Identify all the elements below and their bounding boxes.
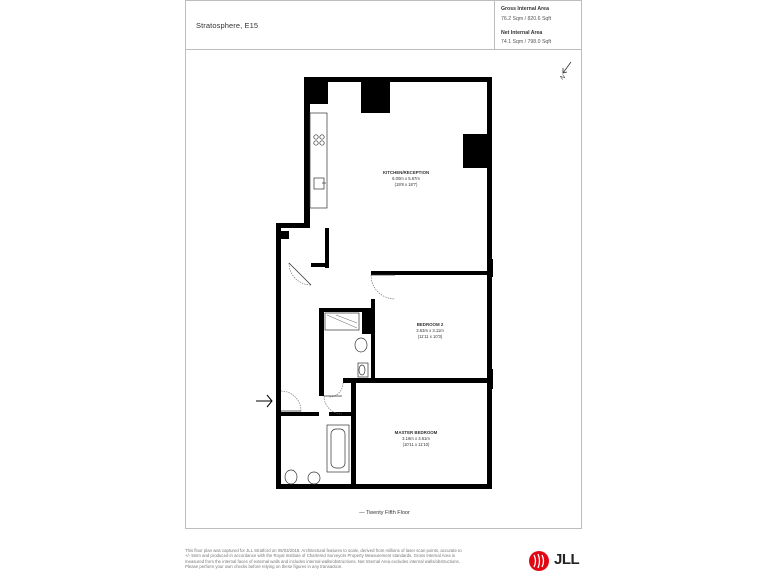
- property-title: Stratosphere, E15: [196, 21, 259, 30]
- floorplan-frame: [185, 0, 582, 529]
- ensuite-fixtures: [325, 313, 368, 377]
- floor-plan-drawing: [186, 1, 583, 530]
- jll-logo-text: JLL: [554, 551, 580, 568]
- floor-label: — Twenty Fifth Floor: [359, 510, 410, 516]
- net-area-value: 74.1 Sqm / 798.0 Sqft: [501, 39, 552, 45]
- disclaimer-text: This floor plan was captured for JLL Stratford on 05/03/2018. Architectural features to scale, derived from millions of laser scan points, accurate to +/- 5mm and produced in accordance with the Royal Institute of Chartered Surveyors Property Measurement standards. Gross Internal Area is measured from the internal faces of external walls and includes internal walls/obstructions. Net Internal Area excludes internal walls/obstructions. Please perform your own checks before relying on these figures in any transaction.: [185, 548, 462, 570]
- kitchen-reception-name: KITCHEN/RECEPTION: [382, 170, 430, 175]
- kitchen-counter: [310, 113, 327, 208]
- north-compass-icon: [560, 62, 571, 82]
- master-bedroom-metric: 3.16m x 3.61m: [402, 436, 430, 441]
- bedroom2-metric: 3.63m x 3.11m: [416, 328, 444, 333]
- master-bedroom-name: MASTER BEDROOM: [394, 430, 438, 435]
- bedroom2-name: BEDROOM 2: [416, 322, 444, 327]
- bathroom-fixtures: [285, 425, 349, 484]
- compass-north-label: N: [559, 74, 567, 82]
- gross-area-value: 76.2 Sqm / 820.6 Sqft: [501, 16, 552, 22]
- entrance-arrow-icon: [256, 395, 272, 407]
- bedroom2-imperial: (11'11 x 10'3): [417, 334, 443, 339]
- master-bedroom-imperial: (10'11 x 11'10): [402, 442, 430, 447]
- kitchen-reception-metric: 6.00m x 5.67m: [392, 176, 420, 181]
- door-leaves: [281, 263, 395, 411]
- door-swings: [281, 263, 395, 414]
- gross-area-label: Gross Internal Area: [501, 6, 549, 12]
- net-area-label: Net Internal Area: [501, 30, 543, 36]
- kitchen-reception-imperial: (19'8 x 18'7): [394, 182, 418, 187]
